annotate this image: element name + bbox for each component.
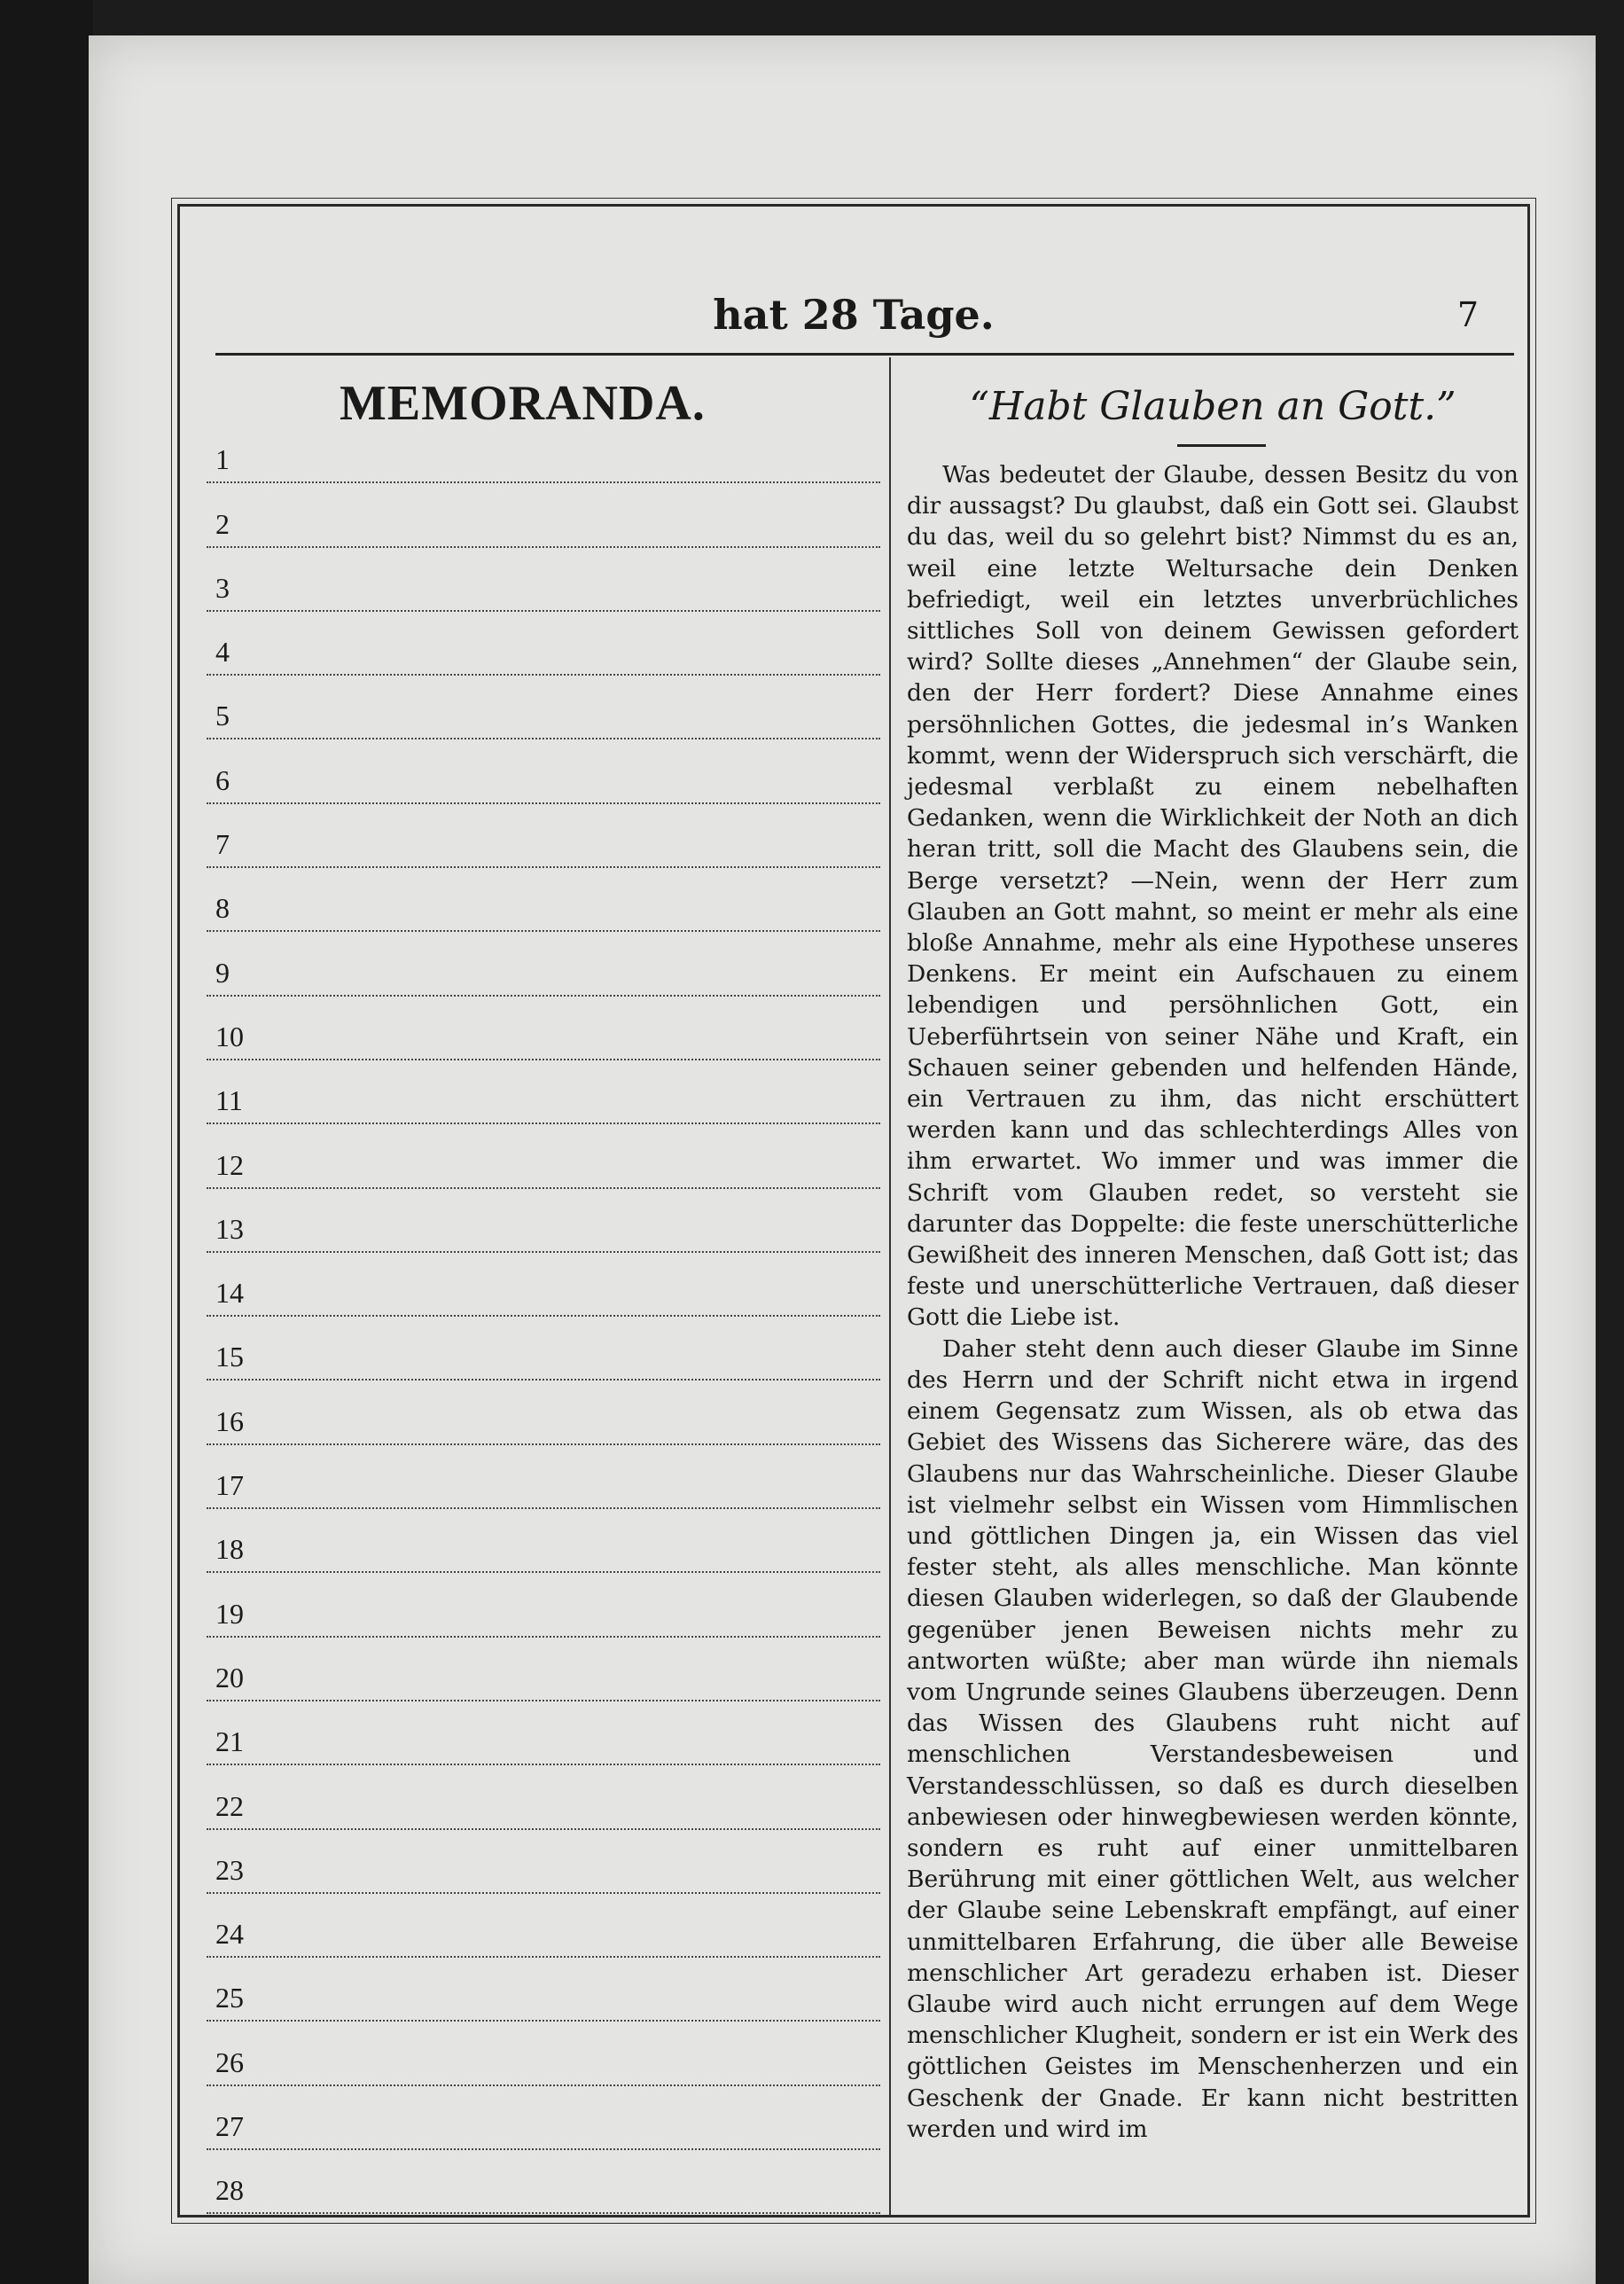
memoranda-row-number: 16 bbox=[215, 1404, 244, 1437]
memoranda-row bbox=[207, 1894, 880, 1958]
memoranda-row-number: 1 bbox=[215, 443, 230, 476]
memoranda-row bbox=[207, 997, 880, 1060]
article-body bbox=[907, 459, 1519, 2145]
memoranda-row bbox=[207, 1445, 880, 1509]
memoranda-row-number: 24 bbox=[215, 1918, 244, 1951]
article-title: “Habt Glauben an Gott.” bbox=[969, 384, 1456, 429]
memoranda-row bbox=[207, 1509, 880, 1573]
memoranda-row-number: 6 bbox=[215, 763, 230, 796]
memoranda-row-number: 27 bbox=[215, 2110, 244, 2143]
memoranda-row-number: 19 bbox=[215, 1597, 244, 1630]
memoranda-row-number: 23 bbox=[215, 1853, 244, 1886]
memoranda-row bbox=[207, 1573, 880, 1637]
memoranda-row bbox=[207, 2022, 880, 2085]
memoranda-row bbox=[207, 932, 880, 996]
memoranda-row bbox=[207, 1060, 880, 1124]
memoranda-row-number: 10 bbox=[215, 1020, 244, 1052]
article-paragraph: Daher steht denn auch dieser Glaube im Sinne des Herrn und der Schrift nicht etwa in irgend einem Gegensatz zum Wissen, als ob etwa das Gebiet des Wissens das Sicherere wäre, das des Glaubens nur das Wahrscheinliche. Dieser Glaube ist vielmehr selbst ein Wissen vom Himmlischen und göttlichen Dingen ja, ein Wissen das viel fester steht, als alles menschliche. Man könnte diesen Glauben widerlegen, so daß der Glaubende gegenüber jenen Beweisen nichts mehr zu antworten wüßte; aber man würde ihn niemals vom Ungrunde seines Glaubens überzeugen. Denn das Wissen des Glaubens ruht nicht auf menschlichen Verstandesbeweisen und Verstandesschlüssen, so daß es durch dieselben anbewiesen oder hinwegbewiesen werden könnte, sondern es ruht auf einer unmittelbaren Berührung mit einer göttlichen Welt, aus welcher der Glaube seine Lebenskraft empfängt, auf einer unmittelbaren Erfahrung, die über alle Beweise menschlicher Art geradezu erhaben ist. Dieser Glaube wird auch nicht errungen auf dem Wege menschlicher Klugheit, sondern er ist ein Werk des göttlichen Geistes im Menschenherzen und ein Geschenk der Gnade. Er kann nicht bestritten werden und wird im bbox=[907, 1334, 1519, 2143]
column-divider bbox=[889, 357, 891, 2215]
memoranda-row bbox=[207, 739, 880, 803]
memoranda-row bbox=[207, 612, 880, 676]
memoranda-row-number: 5 bbox=[215, 700, 230, 732]
page-frame bbox=[177, 204, 1530, 2218]
memoranda-row bbox=[207, 2150, 880, 2214]
memoranda-row-number: 25 bbox=[215, 1982, 244, 2014]
article-paragraph: Was bedeutet der Glaube, dessen Besitz du von dir aussagst? Du glaubst, daß ein Gott sei. Glaubst du das, weil du so gelehrt bist? Nimmst du es an, weil eine letzte Weltursache dein Denken befriedigt, weil ein letztes unverbrüchliches sittliches Soll von deinem Gewissen gefordert wird? Sollte dieses „Annehmen“ der Glaube sein, den der Herr fordert? Diese Annahme eines persöhnlichen Gottes, die jedesmal in’s Wanken kommt, wenn der Widerspruch sich verschärft, die jedesmal verblaßt zu einem nebelhaften Gedanken, wenn die Wirklichkeit der Noth an dich heran tritt, soll die Macht des Glaubens sein, die Berge versetzt? —Nein, wenn der Herr zum Glauben an Gott mahnt, so meint er mehr als eine bloße Annahme, mehr als eine Hypothese unseres Denkens. Er meint ein Aufschauen zu einem lebendigen und persöhnlichen Gott, ein Ueberführtsein von seiner Nähe und Kraft, ein Schauen seiner gebenden und helfenden Hände, ein Vertrauen zu ihm, das nicht erschüttert werden kann und das schlechterdings Alles von ihm erwartet. Wo immer und was immer die Schrift vom Glauben redet, so versteht sie darunter das Doppelte: die feste unerschütterliche Gewißheit des inneren Menschen, daß Gott ist; das feste und unerschütterliche Vertrauen, daß dieser Gott die Liebe ist. bbox=[907, 461, 1519, 1332]
memoranda-row bbox=[207, 1638, 880, 1701]
memoranda-row-number: 14 bbox=[215, 1277, 244, 1310]
memoranda-row-number: 9 bbox=[215, 956, 230, 989]
memoranda-row bbox=[207, 868, 880, 932]
memoranda-row bbox=[207, 419, 880, 483]
memoranda-row bbox=[207, 1253, 880, 1317]
memoranda-row bbox=[207, 676, 880, 739]
memoranda-row bbox=[207, 483, 880, 547]
memoranda-row-number: 8 bbox=[215, 892, 230, 925]
page-number: 7 bbox=[1456, 295, 1479, 334]
memoranda-row-number: 26 bbox=[215, 2045, 244, 2078]
memoranda-row-number: 17 bbox=[215, 1469, 244, 1502]
memoranda-row-number: 11 bbox=[215, 1084, 243, 1117]
scan-margin bbox=[0, 0, 93, 2284]
memoranda-row bbox=[207, 1189, 880, 1253]
memoranda-list bbox=[207, 419, 880, 2214]
memoranda-row-number: 12 bbox=[215, 1148, 244, 1181]
memoranda-row-number: 28 bbox=[215, 2174, 244, 2207]
memoranda-row-number: 3 bbox=[215, 571, 230, 604]
memoranda-row bbox=[207, 1701, 880, 1765]
memoranda-row-number: 18 bbox=[215, 1533, 244, 1566]
memoranda-row bbox=[207, 548, 880, 612]
memoranda-row-number: 20 bbox=[215, 1661, 244, 1693]
book-page bbox=[89, 35, 1596, 2284]
memoranda-row-number: 4 bbox=[215, 636, 230, 669]
page-header bbox=[180, 291, 1527, 339]
header-title: hat 28 Tage. bbox=[713, 291, 995, 339]
memoranda-row bbox=[207, 2086, 880, 2150]
memoranda-title: MEMORANDA. bbox=[340, 376, 706, 431]
memoranda-row bbox=[207, 1958, 880, 2022]
memoranda-row-number: 2 bbox=[215, 507, 230, 540]
memoranda-row-number: 21 bbox=[215, 1725, 244, 1758]
memoranda-row bbox=[207, 1765, 880, 1829]
memoranda-row-number: 22 bbox=[215, 1789, 244, 1822]
title-rule bbox=[1177, 444, 1266, 447]
memoranda-row bbox=[207, 1317, 880, 1381]
memoranda-row bbox=[207, 804, 880, 868]
memoranda-row bbox=[207, 1830, 880, 1894]
memoranda-row bbox=[207, 1124, 880, 1188]
header-rule bbox=[215, 353, 1514, 356]
memoranda-row-number: 7 bbox=[215, 828, 230, 861]
memoranda-row-number: 13 bbox=[215, 1212, 244, 1245]
memoranda-row-number: 15 bbox=[215, 1341, 244, 1373]
memoranda-row bbox=[207, 1381, 880, 1444]
